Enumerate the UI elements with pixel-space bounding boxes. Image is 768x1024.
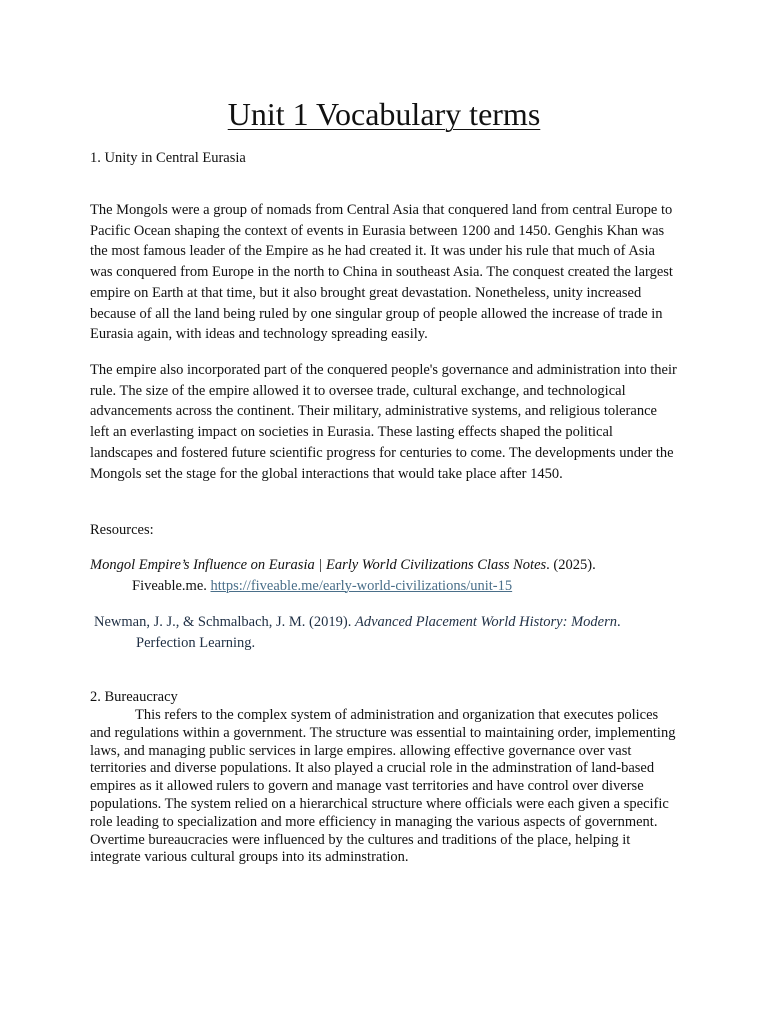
paragraph-mongols: The Mongols were a group of nomads from Central Asia that conquered land from central Europe to Pacific Ocean shaping the context of events in Eurasia between 1200 and 1450. Genghis Khan was the most famous leader of the Empire as he had created it. It was under his rule that much of Asia was conquered from Europe in the north to China in southeast Asia. The conquest created the largest empire on Earth at that time, but it also brought great devastation. Nonetheless, unity increased because of all the land being ruled by one singular group of people allowed the increase of trade in Eurasia again, with ideas and technology spreading easily. <box>90 202 673 343</box>
section-heading-bureaucracy: 2. Bureaucracy <box>90 689 178 705</box>
reference-period: . <box>616 614 621 630</box>
paragraph-bureaucracy: This refers to the complex system of administration and organization that executes polices and regulations within a government. The structure was essential to maintaining order, implementing laws, and managing public services in large empires. allowing effective governance over vast territories and diverse populations. It also played a crucial role in the adminstration of land-based empires as it allowed rulers to govern and manage vast territories and have control over diverse populations. The system relied on a hierarchical structure where officials were each given a specific role leading to specialization and more efficiency in managing the various aspects of government. Overtime bureaucracies were influenced by the cultures and traditions of the place, helping it integrate various cultural groups into its adminstration. <box>90 707 676 866</box>
reference-book-title: Advanced Placement World History: Modern <box>354 614 617 630</box>
reference-year: . (2025). <box>546 557 596 573</box>
reference-title: Mongol Empire’s Influence on Eurasia | Early World Civilizations Class Notes <box>90 557 547 573</box>
reference-publisher: Fiveable.me. <box>132 577 207 594</box>
reference-link[interactable]: https://fiveable.me/early-world-civilizations/unit-15 <box>210 577 513 594</box>
reference-fiveable <box>90 555 720 596</box>
page-title: Unit 1 Vocabulary terms <box>227 96 541 132</box>
reference-authors: Newman, J. J., & Schmalbach, J. M. (2019). <box>94 614 352 630</box>
reference-publisher: Perfection Learning. <box>136 634 256 651</box>
paragraph-empire: The empire also incorporated part of the conquered people's governance and administration into their rule. The size of the empire allowed it to oversee trade, cultural exchange, and technological advancements across the continent. Their military, administrative systems, and religious tolerance left an everlasting impact on societies in Eurasia. These lasting effects shaped the political landscapes and fostered future scientific progress for centuries to come. The developments under the Mongols set the stage for the global interactions that would take place after 1450. <box>90 362 677 482</box>
resources-label: Resources: <box>90 522 154 538</box>
reference-newman <box>94 612 720 653</box>
section-heading-unity: 1. Unity in Central Eurasia <box>90 150 246 166</box>
